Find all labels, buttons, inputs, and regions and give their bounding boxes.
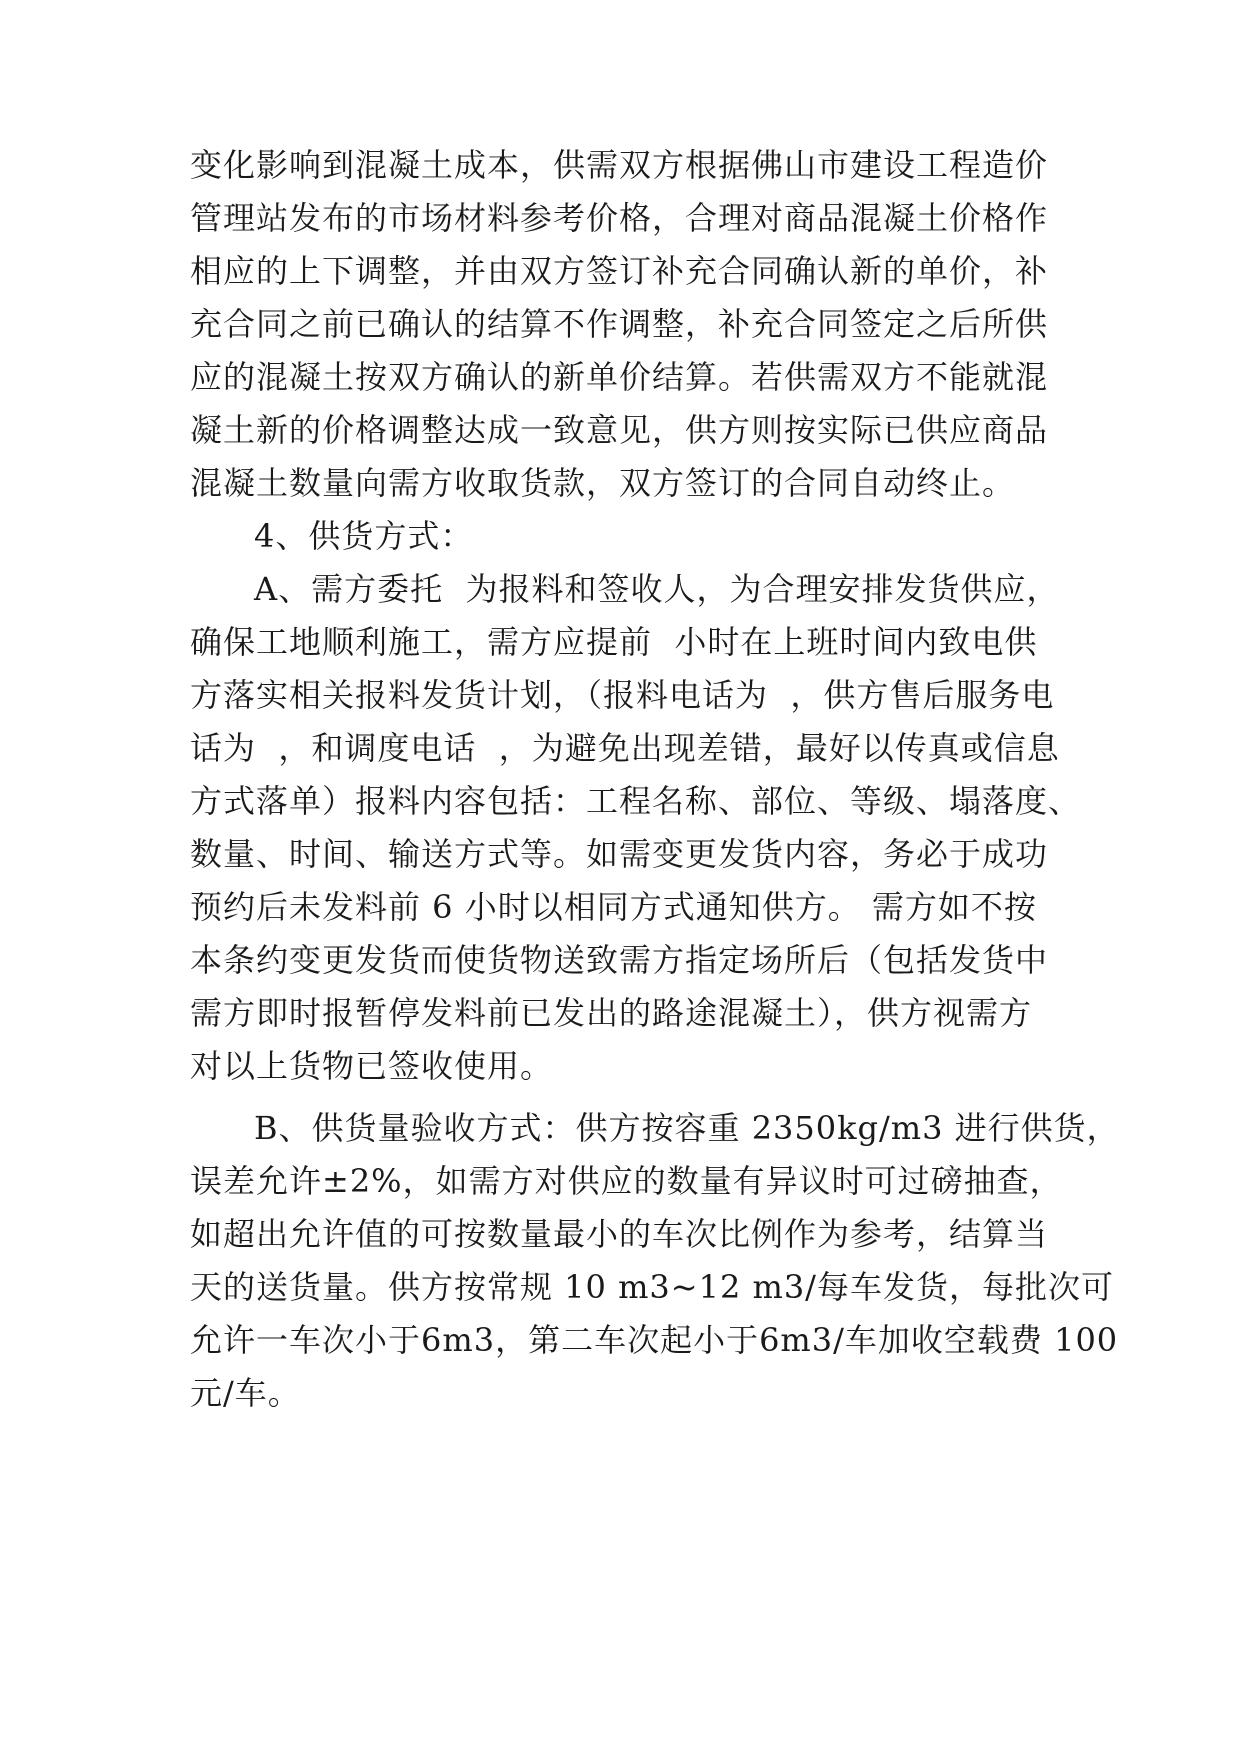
paragraph-line: 需方即时报暂停发料前已发出的路途混凝土），供方视需方 [190, 994, 1033, 1032]
paragraph-line: 应的混凝土按双方确认的新单价结算。若供需双方不能就混 [190, 358, 1049, 396]
paragraph-line: 对以上货物已签收使用。 [190, 1047, 554, 1085]
paragraph-line: 混凝土数量向需方收取货款，双方签订的合同自动终止。 [190, 464, 1016, 502]
paragraph-line: 变化影响到混凝土成本，供需双方根据佛山市建设工程造价 [190, 146, 1049, 184]
paragraph-line: 方式落单）报料内容包括：工程名称、部位、等级、塌落度、 [190, 782, 1082, 820]
paragraph-line: B、供货量验收方式：供方按容重 2350kg/m3 进行供货， [254, 1109, 1120, 1147]
paragraph-line: 元/车。 [190, 1374, 301, 1412]
paragraph-line: 凝土新的价格调整达成一致意见，供方则按实际已供应商品 [190, 411, 1049, 449]
paragraph-line: 允许一车次小于6m3，第二车次起小于6m3/车加收空载费 100 [190, 1321, 1119, 1359]
paragraph-line: 方落实相关报料发货计划，（报料电话为 ，供方售后服务电 [190, 676, 1055, 714]
paragraph-line: 误差允许±2%，如需方对供应的数量有异议时可过磅抽查， [190, 1162, 1063, 1200]
paragraph-line: 天的送货量。供方按常规 10 m3~12 m3/每车发货，每批次可 [190, 1268, 1114, 1306]
paragraph-line: 如超出允许值的可按数量最小的车次比例作为参考，结算当 [190, 1215, 1049, 1253]
paragraph-line: 预约后未发料前 6 小时以相同方式通知供方。 需方如不按 [190, 888, 1037, 926]
paragraph-line: 充合同之前已确认的结算不作调整，补充合同签定之后所供 [190, 305, 1049, 343]
paragraph-line: 话为 ，和调度电话 ，为避免出现差错，最好以传真或信息 [190, 729, 1060, 767]
paragraph-line: 数量、时间、输送方式等。如需变更发货内容，务必于成功 [190, 835, 1049, 873]
paragraph-line: 管理站发布的市场材料参考价格，合理对商品混凝土价格作 [190, 199, 1049, 237]
paragraph-line: 确保工地顺利施工，需方应提前 小时在上班时间内致电供 [190, 623, 1038, 661]
paragraph-line: 相应的上下调整，并由双方签订补充合同确认新的单价，补 [190, 252, 1049, 290]
paragraph-line: A、需方委托 为报料和签收人，为合理安排发货供应， [254, 570, 1060, 608]
section-heading: 4、供货方式： [254, 517, 474, 555]
paragraph-line: 本条约变更发货而使货物送致需方指定场所后（包括发货中 [190, 941, 1049, 979]
